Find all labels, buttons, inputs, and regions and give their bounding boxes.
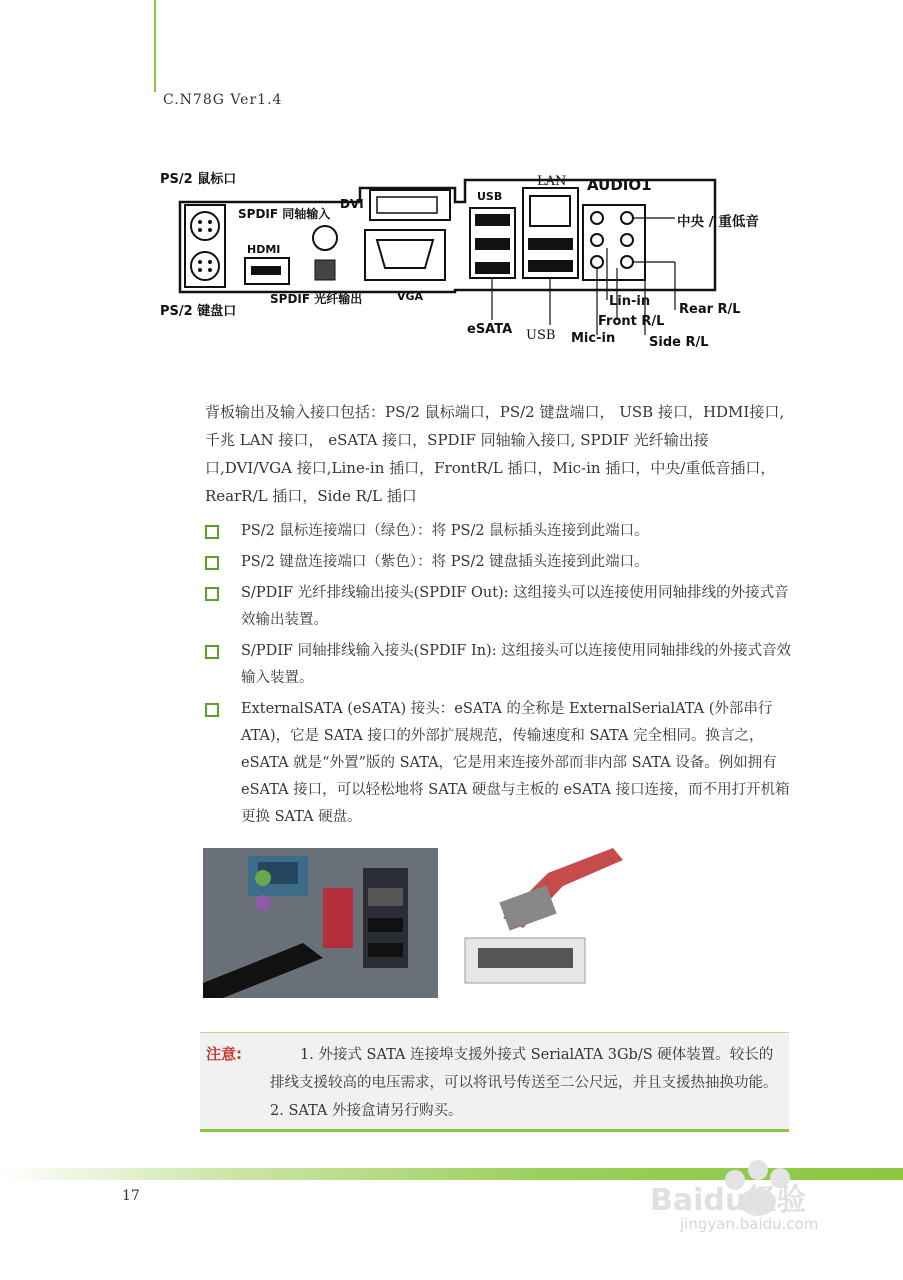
label-dvi: DVI — [340, 197, 364, 211]
label-ps2-keyboard: PS/2 键盘口 — [160, 304, 237, 319]
list-item-text: S/PDIF 光纤排线输出接头(SPDIF Out): 这组接头可以连接使用同轴排线的外接式音效输出装置。 — [241, 585, 789, 628]
baidu-watermark — [640, 1150, 880, 1250]
checkbox-bullet-icon — [205, 645, 219, 659]
esata-photos — [203, 848, 643, 1003]
label-line-in: Lin-in — [609, 294, 651, 309]
label-lan: LAN — [537, 174, 567, 189]
list-item — [205, 549, 795, 576]
checkbox-bullet-icon — [205, 587, 219, 601]
checkbox-bullet-icon — [205, 525, 219, 539]
label-rear: Rear R/L — [679, 302, 741, 317]
label-usb-bottom: USB — [526, 328, 556, 343]
list-item-text: S/PDIF 同轴排线输入接头(SPDIF In): 这组接头可以连接使用同轴排线的外接式音效输入装置。 — [241, 643, 792, 686]
checkbox-bullet-icon — [205, 556, 219, 570]
label-hdmi: HDMI — [247, 243, 281, 256]
label-spdif-optical: SPDIF 光纤输出 — [270, 292, 363, 306]
label-front: Front R/L — [598, 314, 665, 329]
list-item-text: PS/2 键盘连接端口（紫色）：将 PS/2 键盘插头连接到此端口。 — [241, 554, 649, 570]
label-side: Side R/L — [649, 335, 709, 350]
label-vga: VGA — [397, 290, 424, 303]
list-item — [205, 696, 795, 831]
watermark-brand: Baidu经验 — [650, 1183, 807, 1218]
list-item — [205, 638, 795, 692]
label-center-sub: 中央 / 重低音 — [677, 214, 759, 230]
checkbox-bullet-icon — [205, 703, 219, 717]
label-mic-in: Mic-in — [571, 331, 616, 346]
feature-list — [205, 518, 795, 835]
list-item-text: ExternalSATA (eSATA) 接头：eSATA 的全称是 ExternalSerialATA (外部串行 ATA)，它是 SATA 接口的外部扩展规范，传输速度和 SATA 完全相同。换言之，eSATA 就是“外置”版的 SATA，它是用来连接外部而非内部 SATA 设备。例如拥有 eSATA 接口，可以轻松地将 SATA 硬盘与主板的 eSATA 接口连接，而不用打开机箱更换 SATA 硬盘。 — [241, 701, 790, 825]
note-box — [200, 1032, 789, 1132]
list-item — [205, 518, 795, 545]
esata-photo-illustration — [203, 848, 643, 1003]
label-audio: AUDIO1 — [587, 176, 652, 194]
note-label: 注意: — [206, 1045, 242, 1063]
note-text: 1. 外接式 SATA 连接埠支援外接式 SerialATA 3Gb/S 硬体装置。较长的排线支援较高的电压需求，可以将讯号传送至二公尺远，并且支援热抽换功能。2. SATA 外接盒请另行购买。 — [270, 1047, 778, 1119]
page-number: 17 — [122, 1188, 140, 1204]
watermark-url: jingyan.baidu.com — [680, 1215, 819, 1233]
list-item-text: PS/2 鼠标连接端口（绿色）：将 PS/2 鼠标插头连接到此端口。 — [241, 523, 649, 539]
list-item — [205, 580, 795, 634]
back-panel-diagram — [155, 160, 785, 360]
label-usb-top: USB — [477, 190, 503, 203]
label-esata: eSATA — [467, 322, 513, 337]
label-spdif-coax: SPDIF 同轴输入 — [238, 207, 331, 221]
page-header: C.N78G Ver1.4 — [163, 92, 283, 108]
header-rule — [154, 0, 156, 92]
intro-paragraph: 背板输出及输入接口包括：PS/2 鼠标端口，PS/2 键盘端口， USB 接口，HDMI接口, 千兆 LAN 接口， eSATA 接口，SPDIF 同轴输入接口, SPDIF 光纤输出接口,DVI/VGA 接口,Line-in 插口，FrontR/L 插口，Mic-in 插口，中央/重低音插口，RearR/L 插口，Side R/L 插口 — [205, 403, 785, 505]
label-ps2-mouse: PS/2 鼠标口 — [160, 172, 237, 187]
